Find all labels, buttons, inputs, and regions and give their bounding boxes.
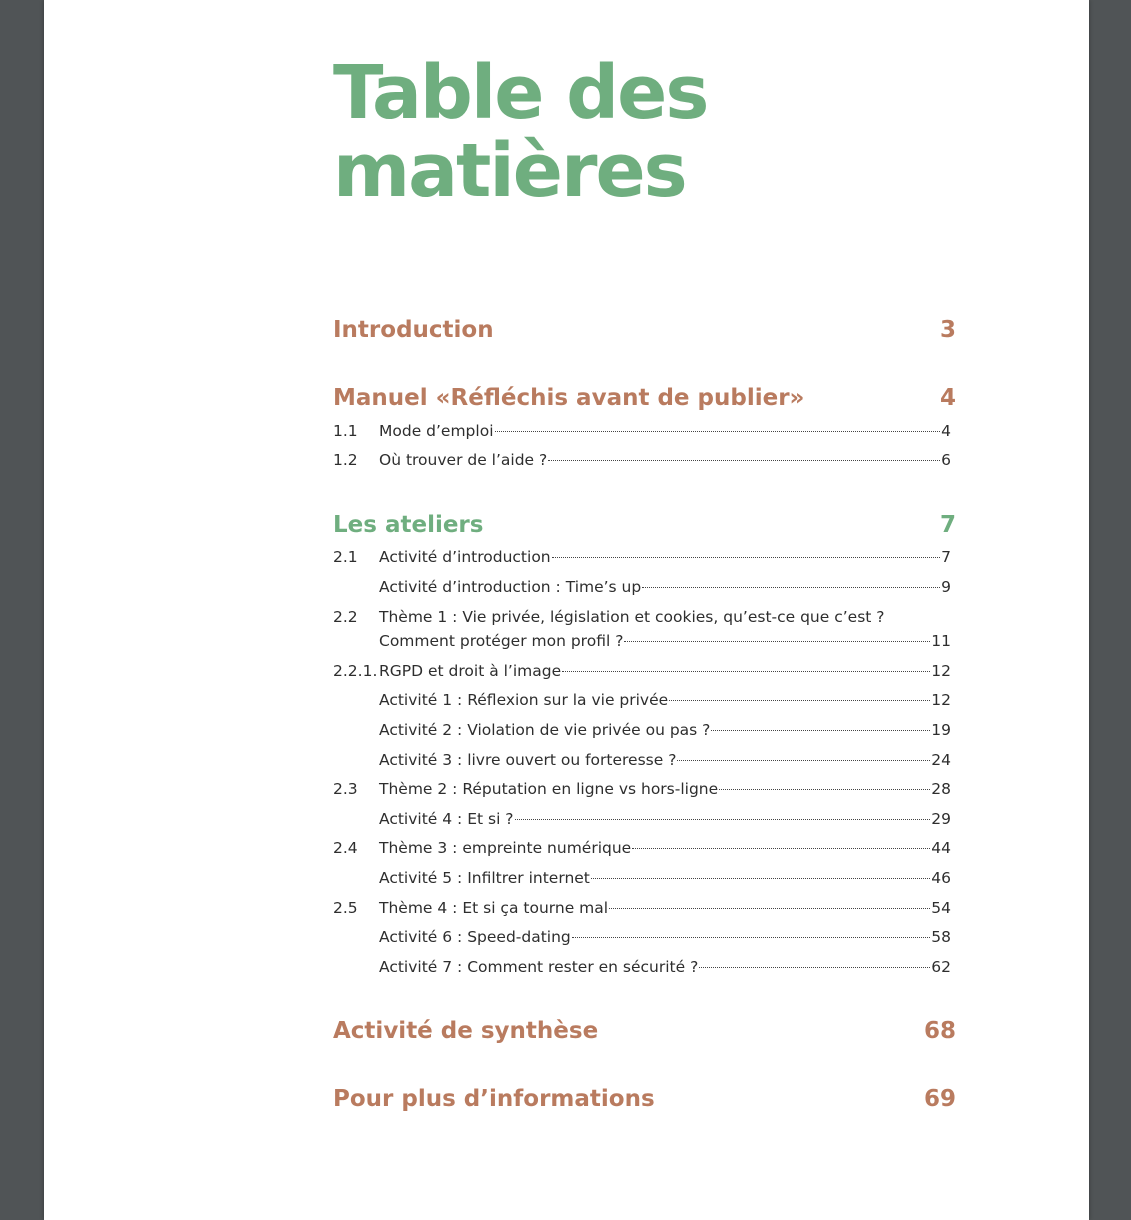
section-page-number: 69 [923, 1086, 956, 1112]
entry-title: Mode d’emploi [379, 422, 494, 440]
toc-entry-2-2[interactable] [333, 608, 951, 652]
toc-entry-1-1[interactable] [333, 420, 951, 442]
dot-leader [609, 908, 930, 909]
section-title: Activité de synthèse [333, 1018, 599, 1044]
entry-page-number: 6 [941, 451, 951, 469]
entry-page-number: 58 [931, 928, 951, 946]
toc-section-ateliers[interactable] [333, 509, 956, 541]
entry-title: Activité 6 : Speed-dating [379, 928, 571, 946]
entry-page-number: 44 [931, 839, 951, 857]
entry-number: 2.4 [333, 839, 358, 857]
entry-page-number: 54 [931, 899, 951, 917]
toc-entry-2-4[interactable] [333, 837, 951, 859]
page-title [333, 50, 708, 214]
entry-title: Activité 7 : Comment rester en sécurité ? [379, 958, 699, 976]
dot-leader [632, 848, 930, 849]
entry-title: Activité 5 : Infiltrer internet [379, 869, 590, 887]
entry-page-number: 9 [941, 578, 951, 596]
section-title: Introduction [333, 317, 494, 343]
entry-title: Activité d’introduction : Time’s up [379, 578, 642, 596]
section-page-number: 3 [939, 317, 956, 343]
dot-leader [719, 789, 930, 790]
entry-page-number: 12 [931, 662, 951, 680]
dot-leader [562, 671, 930, 672]
entry-title: Où trouver de l’aide ? [379, 451, 548, 469]
entry-page-number: 7 [941, 548, 951, 566]
dot-leader [495, 431, 941, 432]
entry-number: 2.1 [333, 548, 358, 566]
toc-entry-times-up[interactable] [333, 576, 951, 598]
entry-number: 2.2.1. [333, 662, 378, 680]
entry-title: Activité 4 : Et si ? [379, 810, 514, 828]
toc-entry-2-5[interactable] [333, 897, 951, 919]
toc-entry-activite-4[interactable] [333, 808, 951, 830]
title-line-2: matières [333, 128, 686, 214]
entry-page-number: 24 [931, 751, 951, 769]
entry-title: RGPD et droit à l’image [379, 662, 562, 680]
dot-leader [624, 641, 930, 642]
section-page-number: 7 [939, 512, 956, 538]
section-title: Pour plus d’informations [333, 1086, 655, 1112]
toc-entry-activite-1[interactable] [333, 689, 951, 711]
section-title: Les ateliers [333, 512, 484, 538]
dot-leader [677, 760, 930, 761]
entry-title: Thème 3 : empreinte numérique [379, 839, 632, 857]
toc-entry-2-2-1[interactable] [333, 660, 951, 682]
entry-number: 1.2 [333, 451, 358, 469]
entry-page-number: 29 [931, 810, 951, 828]
entry-page-number: 28 [931, 780, 951, 798]
toc-entry-activite-3[interactable] [333, 749, 951, 771]
section-title: Manuel «Réfléchis avant de publier» [333, 385, 805, 411]
section-page-number: 68 [923, 1018, 956, 1044]
dot-leader [591, 878, 930, 879]
entry-title: Activité d’introduction [379, 548, 551, 566]
toc-entry-activite-2[interactable] [333, 719, 951, 741]
entry-number: 2.3 [333, 780, 358, 798]
toc-entry-activite-7[interactable] [333, 956, 951, 978]
entry-title-first-line: Thème 1 : Vie privée, législation et cookies, qu’est-ce que c’est ? [379, 608, 885, 626]
dot-leader [548, 460, 940, 461]
entry-title: Thème 4 : Et si ça tourne mal [379, 899, 609, 917]
toc-entry-2-1[interactable] [333, 546, 951, 568]
toc-entry-activite-5[interactable] [333, 867, 951, 889]
dot-leader [642, 587, 940, 588]
entry-page-number: 19 [931, 721, 951, 739]
entry-title: Activité 1 : Réflexion sur la vie privée [379, 691, 669, 709]
entry-page-number: 4 [941, 422, 951, 440]
toc-section-introduction[interactable] [333, 314, 956, 346]
toc-section-plus-informations[interactable] [333, 1083, 956, 1115]
dot-leader [711, 730, 930, 731]
entry-title: Thème 2 : Réputation en ligne vs hors-ligne [379, 780, 719, 798]
entry-page-number: 46 [931, 869, 951, 887]
entry-title: Activité 3 : livre ouvert ou forteresse ? [379, 751, 677, 769]
entry-title: Activité 2 : Violation de vie privée ou pas ? [379, 721, 711, 739]
dot-leader [552, 557, 941, 558]
dot-leader [699, 967, 930, 968]
dot-leader [669, 700, 930, 701]
toc-entry-activite-6[interactable] [333, 926, 951, 948]
entry-page-number: 12 [931, 691, 951, 709]
toc-entry-1-2[interactable] [333, 449, 951, 471]
entry-number: 2.2 [333, 608, 358, 626]
toc-entry-2-3[interactable] [333, 778, 951, 800]
dot-leader [515, 819, 931, 820]
entry-number: 1.1 [333, 422, 358, 440]
entry-page-number: 62 [931, 958, 951, 976]
section-page-number: 4 [939, 385, 956, 411]
toc-section-synthese[interactable] [333, 1015, 956, 1047]
toc-section-manuel[interactable] [333, 382, 956, 414]
entry-number: 2.5 [333, 899, 358, 917]
title-line-1: Table des [333, 50, 708, 136]
entry-page-number: 11 [931, 632, 951, 650]
entry-title: Comment protéger mon profil ? [379, 632, 624, 650]
dot-leader [572, 937, 931, 938]
